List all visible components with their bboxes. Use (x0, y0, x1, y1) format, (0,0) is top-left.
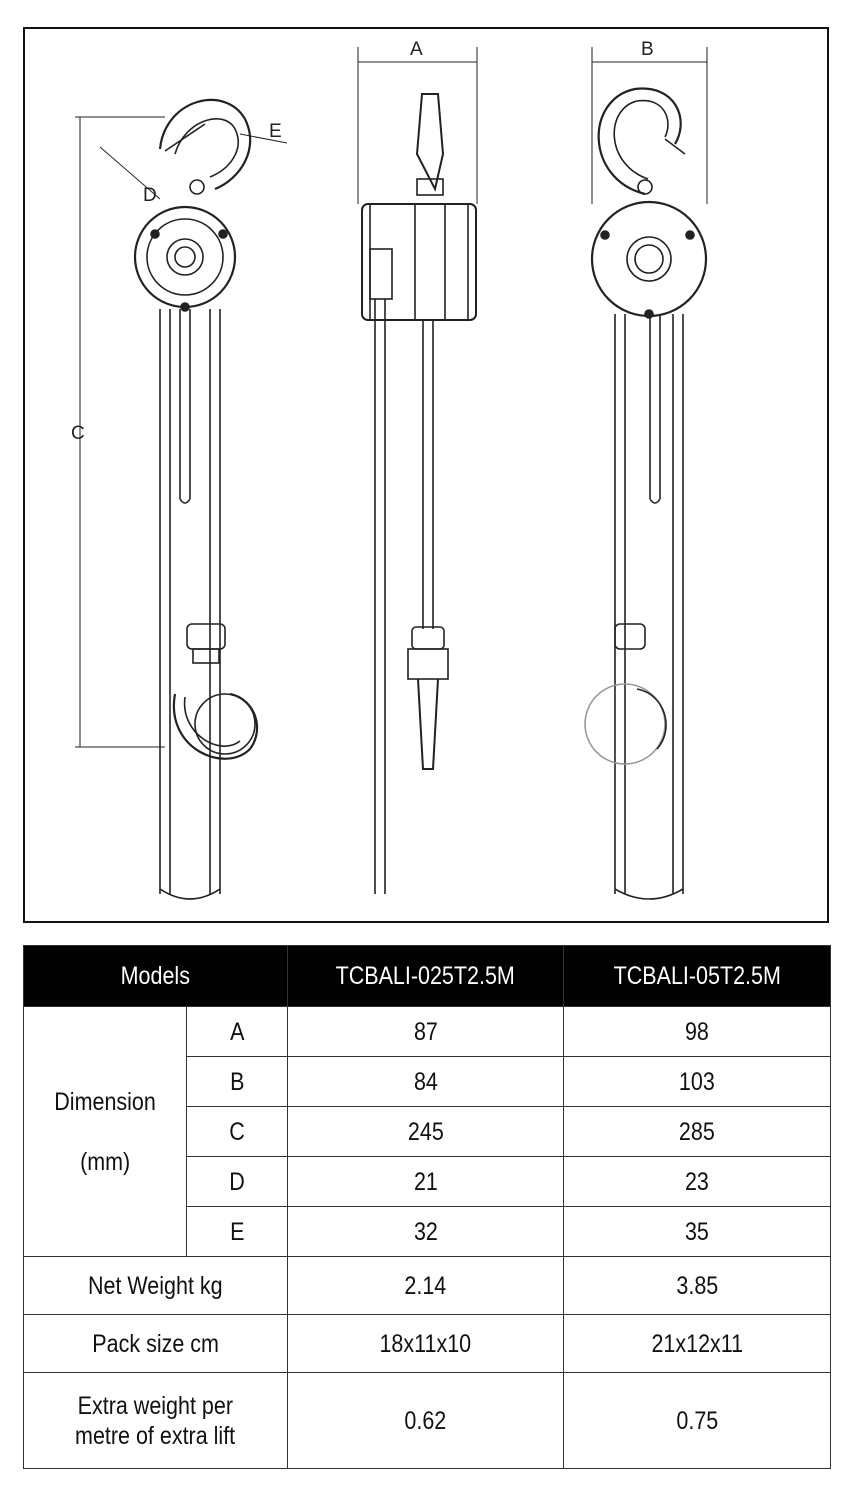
table-row (24, 1007, 831, 1057)
row-label: Net Weight kg (24, 1257, 288, 1315)
dimension-key: E (187, 1207, 288, 1257)
table-cell: 2.14 (288, 1257, 564, 1315)
dimension-key: A (187, 1007, 288, 1057)
dimension-key: B (187, 1057, 288, 1107)
dimension-label-d: D (143, 185, 157, 206)
table-row (24, 1373, 831, 1469)
table-cell: 285 (564, 1107, 831, 1157)
front-view-drawing (75, 100, 287, 899)
table-cell: 103 (564, 1057, 831, 1107)
table-cell: 98 (564, 1007, 831, 1057)
hoist-line-drawings (25, 29, 831, 925)
table-row (24, 1315, 831, 1373)
table-cell: 35 (564, 1207, 831, 1257)
dimension-label-c: C (71, 423, 85, 444)
table-cell: 0.75 (564, 1373, 831, 1469)
side-view-drawing (358, 47, 477, 894)
model-2-header: TCBALI-05T2.5M (564, 946, 831, 1007)
table-cell: 18x11x10 (288, 1315, 564, 1373)
table-header-row (24, 946, 831, 1007)
dimension-label-a: A (410, 39, 423, 60)
dimension-key: C (187, 1107, 288, 1157)
table-cell: 0.62 (288, 1373, 564, 1469)
row-label: Extra weight per metre of extra lift (24, 1373, 288, 1469)
table-cell: 23 (564, 1157, 831, 1207)
table-cell: 3.85 (564, 1257, 831, 1315)
table-cell: 245 (288, 1107, 564, 1157)
table-cell: 21x12x11 (564, 1315, 831, 1373)
rear-view-drawing (585, 47, 707, 899)
dimension-label-b: B (641, 39, 654, 60)
specification-table (23, 945, 831, 1469)
dimension-group-label: Dimension (mm) (24, 1007, 187, 1257)
table-row (24, 1257, 831, 1315)
dimension-key: D (187, 1157, 288, 1207)
technical-drawing (23, 27, 829, 923)
row-label: Pack size cm (24, 1315, 288, 1373)
model-1-header: TCBALI-025T2.5M (288, 946, 564, 1007)
models-header: Models (24, 946, 288, 1007)
table-cell: 32 (288, 1207, 564, 1257)
table-cell: 87 (288, 1007, 564, 1057)
table-cell: 84 (288, 1057, 564, 1107)
table-cell: 21 (288, 1157, 564, 1207)
dimension-label-e: E (269, 121, 282, 142)
